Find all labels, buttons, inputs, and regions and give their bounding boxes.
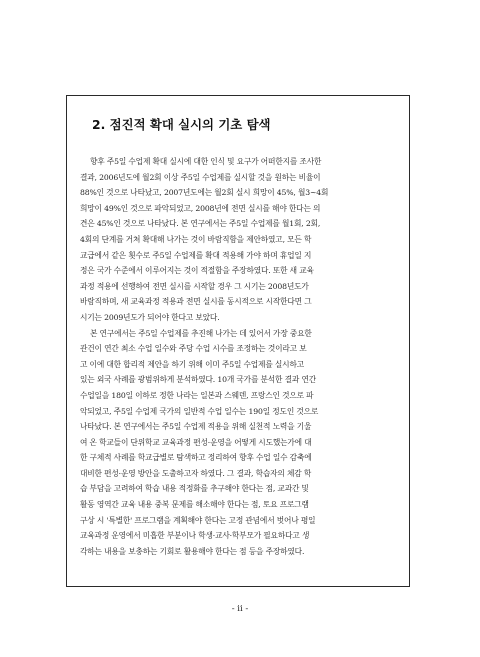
- text-line: 대비한 편성·운영 방안을 도출하고자 하였다. 그 결과, 학습자의 체감 학: [80, 468, 312, 478]
- text-line: 결과, 2006년도에 월2회 이상 주5일 수업제를 실시할 것을 원하는 비율이: [80, 172, 321, 182]
- text-line: 88%인 것으로 나타났고, 2007년도에는 월2회 실시 희망이 45%, 월3~4회: [80, 188, 329, 198]
- text-line: 향후 주5일 수업제 확대 실시에 대한 인식 및 요구가 어떠한지를 조사한: [90, 157, 322, 166]
- body-text: [80, 154, 398, 559]
- text-line: 활동 영역간 교육 내용 중복 문제를 해소해야 한다는 점, 토요 프로그램: [80, 500, 309, 510]
- section-heading: 2. 점진적 확대 실시의 기초 탐색: [92, 117, 271, 132]
- text-line: 고 이에 대한 합리적 제안을 하기 위해 이미 주5일 수업제를 실시하고: [80, 359, 304, 369]
- text-line: 교급에서 같은 횟수로 주5일 수업제를 확대 적용해 가야 하며 휴업일 지: [80, 250, 312, 260]
- text-line: 견은 45%인 것으로 나타났다. 본 연구에서는 주5일 수업제를 월1회, 2회,: [80, 219, 321, 229]
- text-line: 정은 국가 수준에서 이루어지는 것이 적절함을 주장하였다. 또한 새 교육: [80, 266, 314, 276]
- text-line: 구상 시 '특별한' 프로그램을 계획해야 한다는 고정 관념에서 벗어나 평일: [80, 515, 316, 525]
- text-line: 악되었고, 주5일 수업제 국가의 일반적 수업 일수는 190일 정도인 것으로: [80, 406, 319, 416]
- text-line: 수업일을 180일 이하로 정한 나라는 일본과 스웨덴, 프랑스인 것으로 파: [80, 390, 314, 400]
- text-line: 나타났다. 본 연구에서는 주5일 수업제 적용을 위해 실천적 노력을 기울: [80, 422, 312, 432]
- text-line: 습 부담을 고려하여 학습 내용 적정화를 추구해야 한다는 점, 교과간 및: [80, 484, 309, 494]
- text-line: 희망이 49%인 것으로 파악되었고, 2008년에 전면 실시를 해야 한다는 의: [80, 203, 321, 213]
- page-number: - ii -: [231, 604, 249, 614]
- text-line: 각하는 내용을 보충하는 기회로 활용해야 한다는 점 등을 주장하였다.: [80, 546, 305, 556]
- text-line: 바람직하며, 새 교육과정 적용과 전면 실시를 동시적으로 시작한다면 그: [80, 297, 312, 307]
- text-line: 4회의 단계를 거쳐 확대해 나가는 것이 바람직함을 제안하였고, 모든 학: [80, 234, 312, 244]
- text-line: 여 온 학교들이 단위학교 교육과정 편성·운영을 어떻게 시도했는가에 대: [80, 437, 312, 447]
- text-line: 한 구체적 사례를 학교급별로 탐색하고 정리하여 향후 수업 일수 감축에: [80, 453, 312, 463]
- text-line: 본 연구에서는 주5일 수업제를 추진해 나가는 데 있어서 가장 중요한: [90, 328, 312, 338]
- text-line: 있는 외국 사례를 광범위하게 분석하였다. 10개 국가를 분석한 결과 연간: [80, 375, 316, 385]
- text-line: 시기는 2009년도가 되어야 한다고 보았다.: [80, 312, 220, 322]
- text-line: 교육과정 운영에서 미흡한 부분이나 학생·교사·학부모가 필요하다고 생: [80, 531, 310, 541]
- text-line: 관건이 연간 최소 수업 일수와 주당 수업 시수를 조정하는 것이라고 보: [80, 344, 307, 354]
- text-line: 과정 적용에 선행하여 전면 실시를 시작할 경우 그 시기는 2008년도가: [80, 281, 309, 291]
